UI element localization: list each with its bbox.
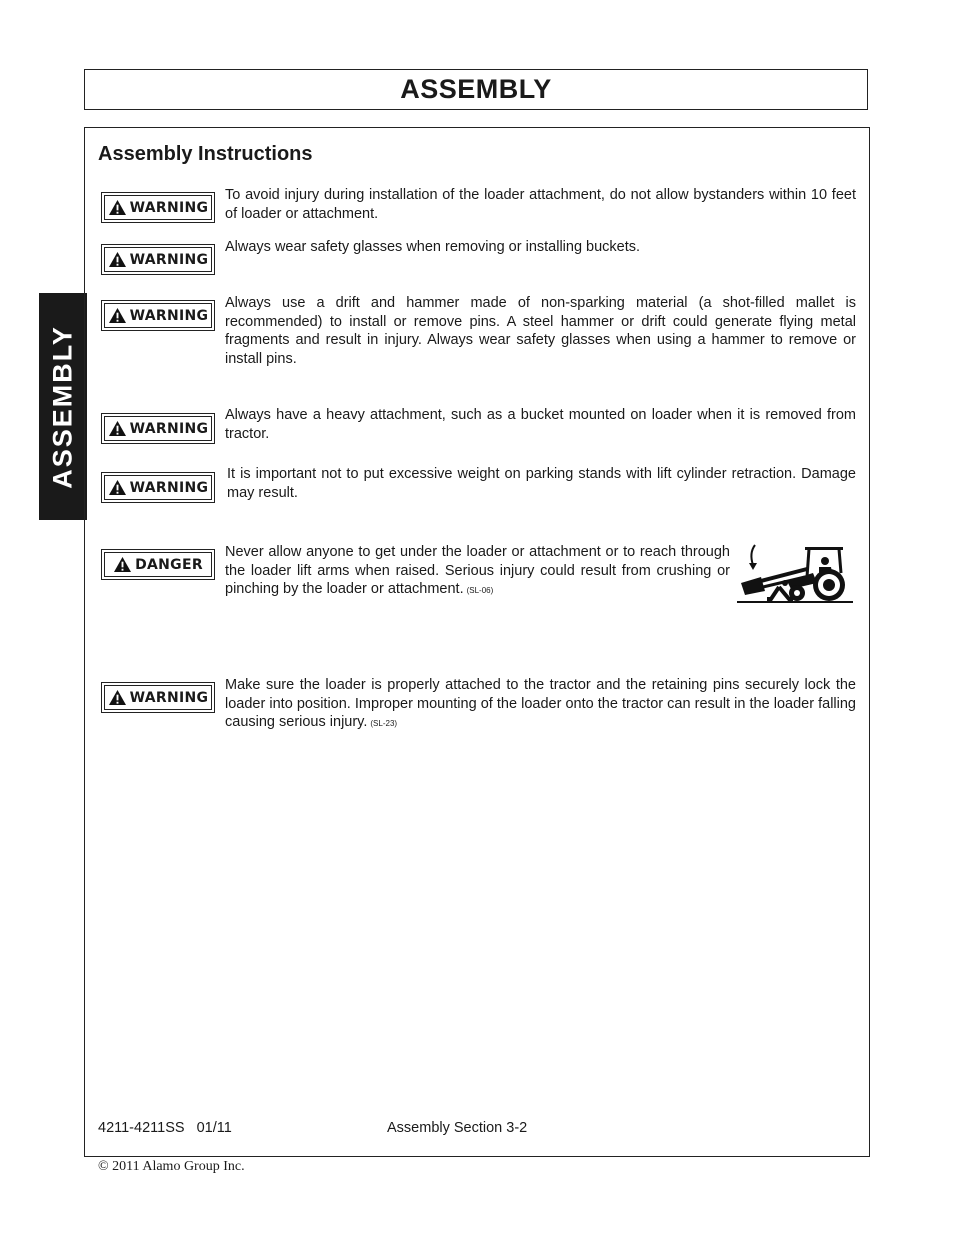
- signal-word: WARNING: [129, 307, 209, 324]
- document-number: 4211-4211SS 01/11: [98, 1120, 232, 1136]
- alert-triangle-icon: [108, 420, 127, 437]
- section-title: Assembly Instructions: [98, 143, 313, 165]
- warning-label: [101, 244, 215, 275]
- danger-label: [101, 549, 215, 580]
- signal-word: WARNING: [129, 251, 209, 268]
- warning-label: [101, 413, 215, 444]
- safety-code: (SL-06): [466, 586, 494, 596]
- side-tab-label: ASSEMBLY: [47, 324, 78, 489]
- section-page-number: Assembly Section 3-2: [387, 1120, 528, 1136]
- header-title: ASSEMBLY: [400, 74, 552, 104]
- notice-text: Always wear safety glasses when removing or installing buckets.: [225, 239, 641, 255]
- warning-label: [101, 300, 215, 331]
- signal-word: DANGER: [135, 556, 203, 573]
- notice-text: To avoid injury during installation of the loader attachment, do not allow bystanders within 10 feet of loader or attachment.: [225, 187, 856, 222]
- tractor-loader-crush-hazard-icon: [735, 543, 855, 607]
- notice-text: Always have a heavy attachment, such as a bucket mounted on loader when it is removed from tractor.: [225, 407, 856, 442]
- alert-triangle-icon: [108, 479, 127, 496]
- notice-text: Always use a drift and hammer made of non-sparking material (a shot-filled mallet is recommended) to install or remove pins. A steel hammer or drift could generate flying metal fragments and result in injury. Always wear safety glasses when using a hammer to remove or install pins.: [225, 295, 856, 368]
- content-frame: [84, 127, 870, 1157]
- signal-word: WARNING: [129, 420, 209, 437]
- alert-triangle-icon: [108, 307, 127, 324]
- signal-word: WARNING: [129, 479, 209, 496]
- alert-triangle-icon: [108, 251, 127, 268]
- warning-label: [101, 682, 215, 713]
- alert-triangle-icon: [108, 199, 127, 216]
- safety-code: (SL-23): [370, 719, 398, 729]
- copyright-notice: © 2011 Alamo Group Inc.: [98, 1159, 245, 1174]
- page-header: [84, 69, 868, 110]
- side-section-tab: [39, 293, 87, 520]
- notice-text: It is important not to put excessive weight on parking stands with lift cylinder retraction. Damage may result.: [227, 466, 856, 501]
- alert-triangle-icon: [113, 556, 132, 573]
- notice-text: Never allow anyone to get under the loader or attachment or to reach through the loader lift arms when raised. Serious injury could result from crushing or pinching by the loader or attachment. (SL-06): [225, 544, 730, 598]
- warning-label: [101, 472, 215, 503]
- notice-text: Make sure the loader is properly attached to the tractor and the retaining pins securely lock the loader into position. Improper mounting of the loader onto the tractor can result in the loader falling causing serious injury. (SL-23): [225, 677, 856, 731]
- signal-word: WARNING: [129, 199, 209, 216]
- alert-triangle-icon: [108, 689, 127, 706]
- signal-word: WARNING: [129, 689, 209, 706]
- warning-label: [101, 192, 215, 223]
